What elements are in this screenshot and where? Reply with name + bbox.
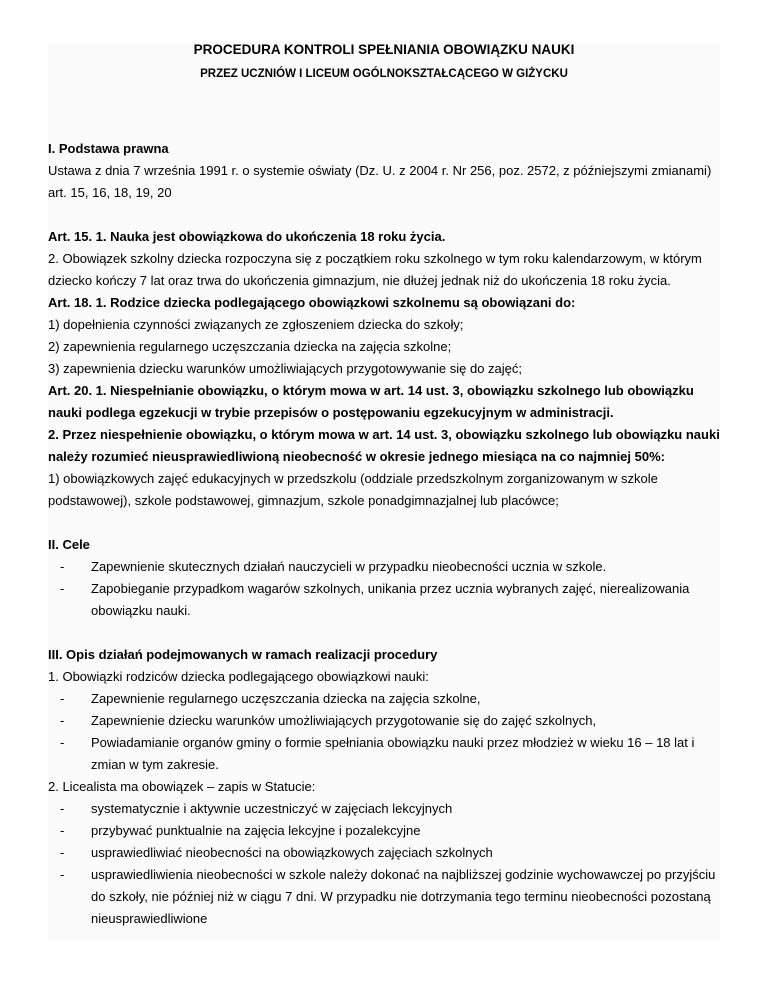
dash-bullet: - xyxy=(60,735,65,750)
student-duty-2-text: przybywać punktualnie na zajęcia lekcyjne i pozalekcyjne xyxy=(91,823,421,838)
art15-heading: Art. 15. 1. Nauka jest obowiązkowa do ukończenia 18 roku życia. xyxy=(48,229,446,244)
student-duty-4-line3: nieusprawiedliwione xyxy=(91,911,208,926)
document-title: PROCEDURA KONTROLI SPEŁNIANIA OBOWIĄZKU NAUKI xyxy=(193,42,575,57)
dash-bullet: - xyxy=(60,691,65,706)
student-duty-4-line2: do szkoły, nie później niż w ciągu 7 dni. W przypadku nie dotrzymania tego terminu nieobecności pozostaną xyxy=(91,889,711,904)
student-duty-1 xyxy=(48,798,720,820)
art18-heading: Art. 18. 1. Rodzice dziecka podlegającego obowiązkowi szkolnemu są obowiązani do: xyxy=(48,295,576,310)
goals-item-2 xyxy=(48,578,720,622)
student-duty-4 xyxy=(48,864,720,930)
student-duty-3-text: usprawiedliwiać nieobecności na obowiązkowych zajęciach szkolnych xyxy=(91,845,493,860)
dash-bullet: - xyxy=(60,581,65,596)
goals-item-1 xyxy=(48,556,720,578)
student-duties-heading: 2. Licealista ma obowiązek – zapis w Statucie: xyxy=(48,779,316,794)
goals-item-2-line2: obowiązku nauki. xyxy=(91,603,191,618)
student-duty-4-line1: usprawiedliwienia nieobecności w szkole należy dokonać na najbliższej godzinie wychowawczej po przyjściu xyxy=(91,867,716,882)
art18-item1: 1) dopełnienia czynności związanych ze zgłoszeniem dziecka do szkoły; xyxy=(48,317,464,332)
section-procedure-heading: III. Opis działań podejmowanych w ramach realizacji procedury xyxy=(48,647,438,662)
parents-duty-3-line2: zmian w tym zakresie. xyxy=(91,757,219,772)
art20-line1: Art. 20. 1. Niespełnianie obowiązku, o którym mowa w art. 14 ust. 3, obowiązku szkolnego lub obowiązku xyxy=(48,383,694,398)
goals-item-2-line1: Zapobieganie przypadkom wagarów szkolnych, unikania przez ucznia wybranych zajęć, nierealizowania xyxy=(91,581,690,596)
art20-item1-line1: 1) obowiązkowych zajęć edukacyjnych w przedszkolu (oddziale przedszkolnym zorganizowanym w szkole xyxy=(48,471,658,486)
student-duty-2 xyxy=(48,820,720,842)
art20-item1-line2: podstawowej), szkole podstawowej, gimnazjum, szkole ponadgimnazjalnej lub placówce; xyxy=(48,493,559,508)
dash-bullet: - xyxy=(60,845,65,860)
document xyxy=(48,42,720,930)
parents-duties-heading: 1. Obowiązki rodziców dziecka podlegającego obowiązkowi nauki: xyxy=(48,669,429,684)
legal-basis-line: Ustawa z dnia 7 września 1991 r. o systemie oświaty (Dz. U. z 2004 r. Nr 256, poz. 2572, z późniejszymi zmianami) xyxy=(48,163,712,178)
section-legal-basis-heading: I. Podstawa prawna xyxy=(48,141,169,156)
dash-bullet: - xyxy=(60,823,65,838)
dash-bullet: - xyxy=(60,867,65,882)
parents-duty-3-line1: Powiadamianie organów gminy o formie spełniania obowiązku nauki przez młodzież w wieku 16 – 18 lat i xyxy=(91,735,695,750)
parents-duty-2 xyxy=(48,710,720,732)
parents-duty-3 xyxy=(48,732,720,776)
section-goals-heading: II. Cele xyxy=(48,537,90,552)
art20-paragraph2-line1: 2. Przez niespełnienie obowiązku, o którym mowa w art. 14 ust. 3, obowiązku szkolnego lub obowiązku nauki xyxy=(48,427,720,442)
parents-duty-1 xyxy=(48,688,720,710)
art15-paragraph2-line2: dziecko kończy 7 lat oraz trwa do ukończenia gimnazjum, nie dłużej jednak niż do ukończenia 18 roku życia. xyxy=(48,273,671,288)
art20-line2: nauki podlega egzekucji w trybie przepisów o postępowaniu egzekucyjnym w administracji. xyxy=(48,405,614,420)
document-subtitle: PRZEZ UCZNIÓW I LICEUM OGÓLNOKSZTAŁCĄCEGO W GIŻYCKU xyxy=(200,68,568,80)
art18-item3: 3) zapewnienia dziecku warunków umożliwiających przygotowywanie się do zajęć; xyxy=(48,361,523,376)
legal-basis-articles: art. 15, 16, 18, 19, 20 xyxy=(48,185,172,200)
parents-duty-2-text: Zapewnienie dziecku warunków umożliwiających przygotowanie się do zajęć szkolnych, xyxy=(91,713,597,728)
parents-duty-1-text: Zapewnienie regularnego uczęszczania dziecka na zajęcia szkolne, xyxy=(91,691,481,706)
student-duty-3 xyxy=(48,842,720,864)
dash-bullet: - xyxy=(60,801,65,816)
art15-paragraph2-line1: 2. Obowiązek szkolny dziecka rozpoczyna się z początkiem roku szkolnego w tym roku kalendarzowym, w którym xyxy=(48,251,702,266)
dash-bullet: - xyxy=(60,713,65,728)
art18-item2: 2) zapewnienia regularnego uczęszczania dziecka na zajęcia szkolne; xyxy=(48,339,452,354)
student-duty-1-text: systematycznie i aktywnie uczestniczyć w zajęciach lekcyjnych xyxy=(91,801,453,816)
art20-paragraph2-line2: należy rozumieć nieusprawiedliwioną nieobecność w okresie jednego miesiąca na co najmniej 50%: xyxy=(48,449,665,464)
goals-item-1-text: Zapewnienie skutecznych działań nauczycieli w przypadku nieobecności ucznia w szkole. xyxy=(91,559,607,574)
dash-bullet: - xyxy=(60,559,65,574)
